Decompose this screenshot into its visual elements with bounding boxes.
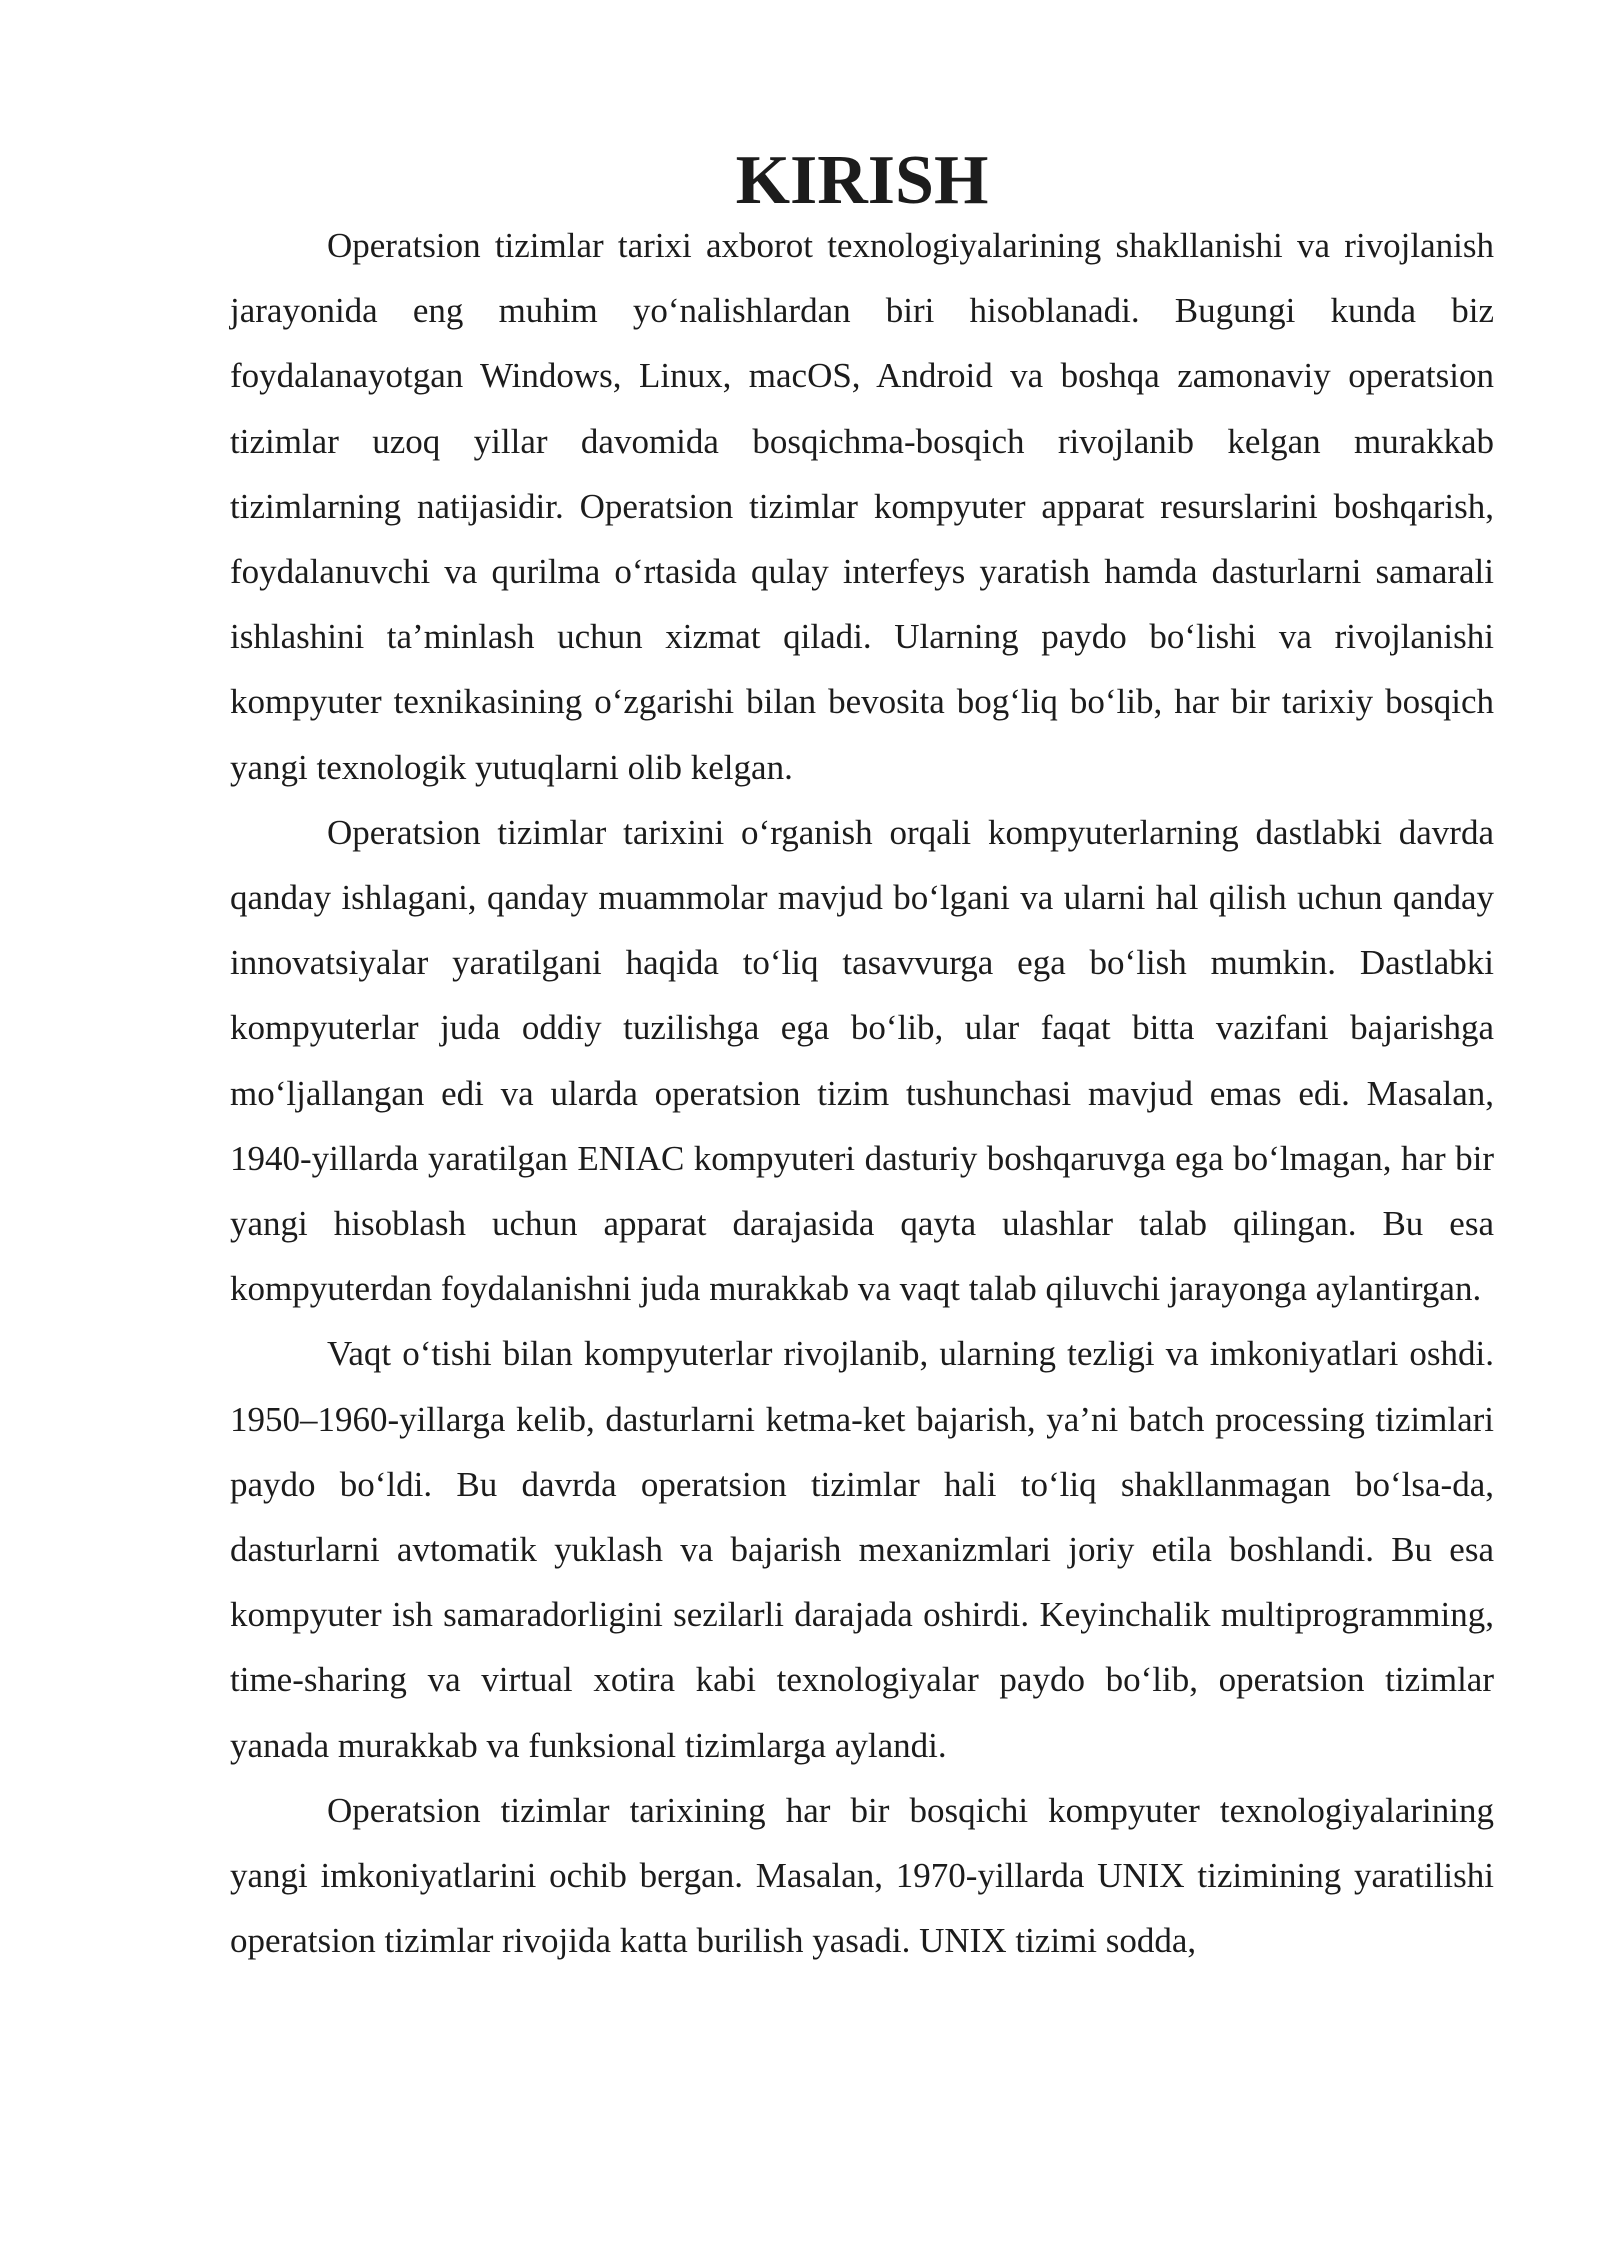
paragraph-2: Operatsion tizimlar tarixini o‘rganish orqali kompyuterlarning dastlabki davrda qanday ishlagani, qanday muammolar mavjud bo‘lgani va ularni hal qilish uchun qanday innovatsiyalar yaratilgani haqida to‘liq tasavvurga ega bo‘lish mumkin. Dastlabki kompyuterlar juda oddiy tuzilishga ega bo‘lib, ular faqat bitta vazifani bajarishga mo‘ljallangan edi va ularda operatsion tizim tushunchasi mavjud emas edi. Masalan, 1940-yillarda yaratilgan ENIAC kompyuteri dasturiy boshqaruvga ega bo‘lmagan, har bir yangi hisoblash uchun apparat darajasida qayta ulashlar talab qilingan. Bu esa kompyuterdan foydalanishni juda murakkab va vaqt talab qiluvchi jarayonga aylantirgan.: [230, 812, 1494, 1309]
document-title: KIRISH: [735, 142, 989, 219]
paragraph-1: Operatsion tizimlar tarixi axborot texnologiyalarining shakllanishi va rivojlanish jarayonida eng muhim yo‘nalishlardan biri hisoblanadi. Bugungi kunda biz foydalanayotgan Windows, Linux, macOS, Android va boshqa zamonaviy operatsion tizimlar uzoq yillar davomida bosqichma-bosqich rivojlanib kelgan murakkab tizimlarning natijasidir. Operatsion tizimlar kompyuter apparat resurslarini boshqarish, foydalanuvchi va qurilma o‘rtasida qulay interfeys yaratish hamda dasturlarni samarali ishlashini ta’minlash uchun xizmat qiladi. Ularning paydo bo‘lishi va rivojlanishi kompyuter texnikasining o‘zgarishi bilan bevosita bog‘liq bo‘lib, har bir tarixiy bosqich yangi texnologik yutuqlarni olib kelgan.: [230, 226, 1494, 787]
paragraph-4: Operatsion tizimlar tarixining har bir bosqichi kompyuter texnologiyalarining yangi imkoniyatlarini ochib bergan. Masalan, 1970-yillarda UNIX tizimining yaratilishi operatsion tizimlar rivojida katta burilish yasadi. UNIX tizimi sodda,: [230, 1790, 1494, 1961]
document-page: [230, 142, 1494, 1973]
paragraph-3: Vaqt o‘tishi bilan kompyuterlar rivojlanib, ularning tezligi va imkoniyatlari oshdi. 1950–1960-yillarga kelib, dasturlarni ketma-ket bajarish, ya’ni batch processing tizimlari paydo bo‘ldi. Bu davrda operatsion tizimlar hali to‘liq shakllanmagan bo‘lsa-da, dasturlarni avtomatik yuklash va bajarish mexanizmlari joriy etila boshlandi. Bu esa kompyuter ish samaradorligini sezilarli darajada oshirdi. Keyinchalik multiprogramming, time-sharing va virtual xotira kabi texnologiyalar paydo bo‘lib, operatsion tizimlar yanada murakkab va funksional tizimlarga aylandi.: [230, 1334, 1494, 1765]
